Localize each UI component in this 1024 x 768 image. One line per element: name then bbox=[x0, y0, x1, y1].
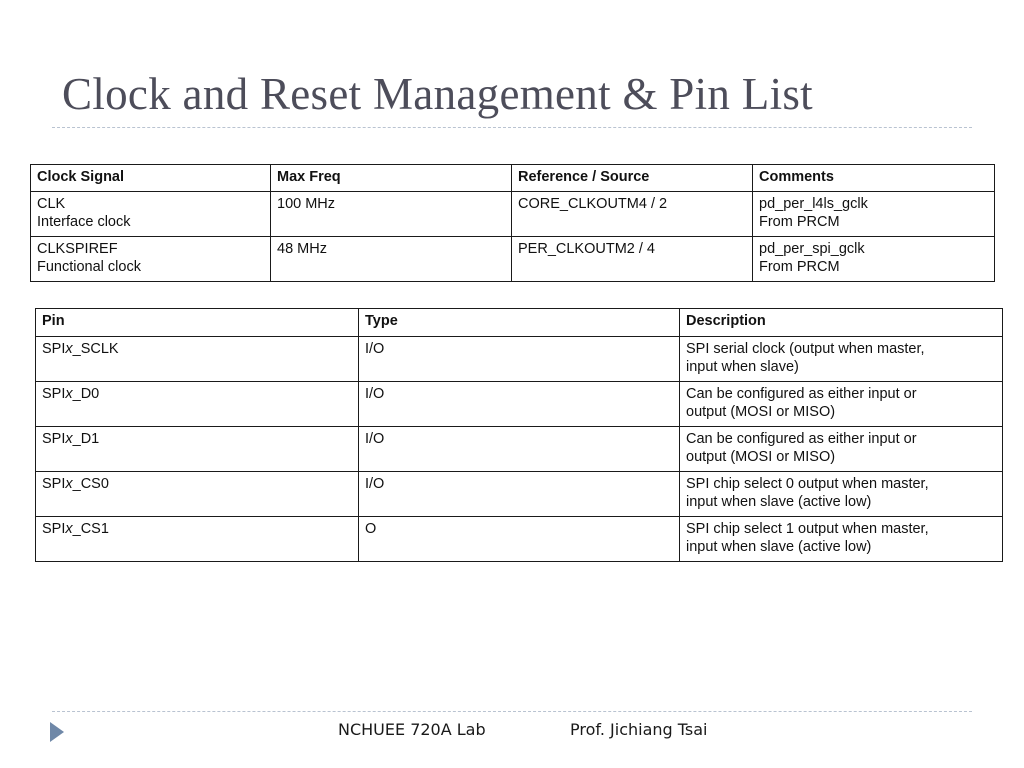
clock-signal-name: CLKSPIREF bbox=[37, 241, 118, 257]
clock-signal-description: Interface clock bbox=[37, 214, 131, 230]
clock-signal-name: CLK bbox=[37, 196, 66, 212]
pin-prefix: SPI bbox=[42, 341, 66, 357]
pin-variable: x bbox=[65, 431, 73, 447]
title-divider bbox=[52, 127, 972, 128]
pin-name-cell bbox=[36, 427, 359, 472]
pin-variable: x bbox=[65, 386, 73, 402]
comment-line: pd_per_spi_gclk bbox=[759, 241, 865, 257]
slide-title: Clock and Reset Management & Pin List bbox=[62, 69, 813, 119]
comment-line: pd_per_l4ls_gclk bbox=[759, 196, 868, 212]
source-cell: PER_CLKOUTM2 / 4 bbox=[512, 237, 753, 282]
pin-type-cell: I/O bbox=[359, 337, 680, 382]
pin-prefix: SPI bbox=[42, 386, 66, 402]
table-row bbox=[36, 382, 1003, 427]
description-line: Can be configured as either input or bbox=[686, 386, 917, 402]
footer-professor-label: Prof. Jichiang Tsai bbox=[570, 720, 708, 739]
pin-description-cell bbox=[680, 517, 1003, 562]
description-line: SPI serial clock (output when master, bbox=[686, 341, 925, 357]
pin-list-table bbox=[35, 308, 1003, 562]
description-line: Can be configured as either input or bbox=[686, 431, 917, 447]
column-header: Reference / Source bbox=[512, 165, 753, 192]
column-header: Pin bbox=[36, 309, 359, 337]
pin-type-cell: I/O bbox=[359, 382, 680, 427]
pin-name-cell bbox=[36, 517, 359, 562]
column-header: Max Freq bbox=[271, 165, 512, 192]
table-cell bbox=[753, 192, 995, 237]
column-header: Comments bbox=[753, 165, 995, 192]
pin-description-cell bbox=[680, 382, 1003, 427]
description-line: input when slave (active low) bbox=[686, 539, 872, 555]
table-cell bbox=[753, 237, 995, 282]
pin-name-cell bbox=[36, 337, 359, 382]
table-row bbox=[36, 427, 1003, 472]
source-cell: CORE_CLKOUTM4 / 2 bbox=[512, 192, 753, 237]
table-row bbox=[31, 192, 995, 237]
pin-description-cell bbox=[680, 427, 1003, 472]
column-header: Clock Signal bbox=[31, 165, 271, 192]
pin-type-cell: I/O bbox=[359, 472, 680, 517]
pin-prefix: SPI bbox=[42, 476, 66, 492]
pin-prefix: SPI bbox=[42, 431, 66, 447]
table-cell bbox=[31, 237, 271, 282]
table-row bbox=[36, 517, 1003, 562]
pin-name-cell bbox=[36, 382, 359, 427]
description-line: SPI chip select 1 output when master, bbox=[686, 521, 929, 537]
pin-variable: x bbox=[65, 476, 73, 492]
pin-prefix: SPI bbox=[42, 521, 66, 537]
pin-suffix: _CS1 bbox=[72, 521, 109, 537]
table-row bbox=[36, 472, 1003, 517]
table-row bbox=[36, 337, 1003, 382]
description-line: SPI chip select 0 output when master, bbox=[686, 476, 929, 492]
pin-suffix: _D0 bbox=[72, 386, 100, 402]
footer-lab-label: NCHUEE 720A Lab bbox=[338, 720, 486, 739]
pin-variable: x bbox=[65, 521, 73, 537]
table-header-row bbox=[36, 309, 1003, 337]
table-header-row bbox=[31, 165, 995, 192]
pin-suffix: _D1 bbox=[72, 431, 100, 447]
footer-divider bbox=[52, 711, 972, 712]
pin-variable: x bbox=[65, 341, 73, 357]
column-header: Description bbox=[680, 309, 1003, 337]
description-line: input when slave) bbox=[686, 359, 799, 375]
pin-description-cell bbox=[680, 472, 1003, 517]
pin-suffix: _SCLK bbox=[72, 341, 119, 357]
play-triangle-icon bbox=[50, 722, 64, 742]
table-cell bbox=[31, 192, 271, 237]
column-header: Type bbox=[359, 309, 680, 337]
table-row bbox=[31, 237, 995, 282]
description-line: output (MOSI or MISO) bbox=[686, 404, 836, 420]
description-line: input when slave (active low) bbox=[686, 494, 872, 510]
pin-suffix: _CS0 bbox=[72, 476, 109, 492]
description-line: output (MOSI or MISO) bbox=[686, 449, 836, 465]
pin-name-cell bbox=[36, 472, 359, 517]
pin-type-cell: I/O bbox=[359, 427, 680, 472]
comment-line: From PRCM bbox=[759, 214, 840, 230]
pin-description-cell bbox=[680, 337, 1003, 382]
clock-signal-table bbox=[30, 164, 995, 282]
clock-signal-description: Functional clock bbox=[37, 259, 141, 275]
max-freq-cell: 100 MHz bbox=[271, 192, 512, 237]
max-freq-cell: 48 MHz bbox=[271, 237, 512, 282]
pin-type-cell: O bbox=[359, 517, 680, 562]
comment-line: From PRCM bbox=[759, 259, 840, 275]
